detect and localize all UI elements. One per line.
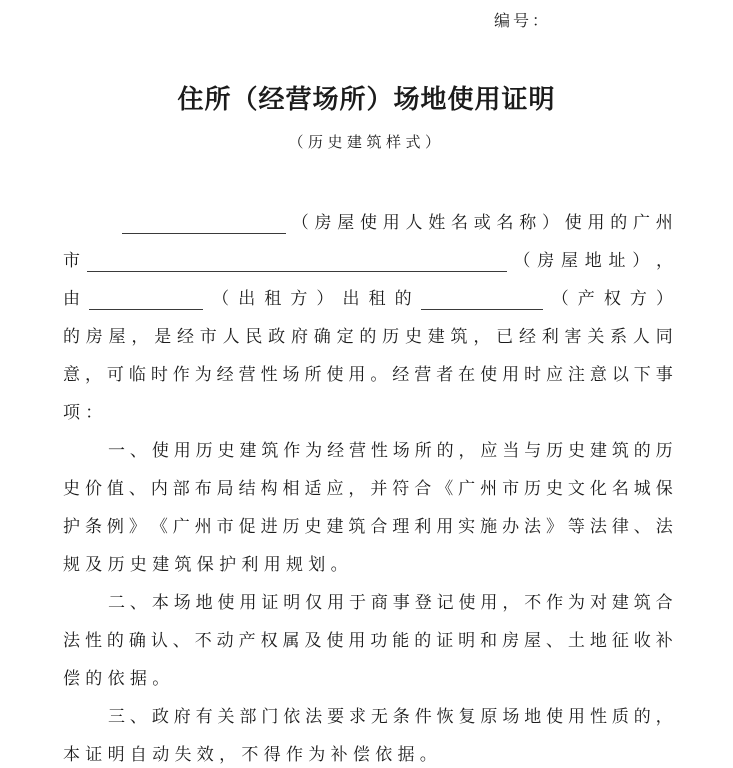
line-text: 偿的依据。: [63, 669, 175, 688]
house-address-blank[interactable]: [87, 242, 507, 272]
doc-body: [63, 204, 673, 768]
doc-line: [63, 394, 673, 432]
doc-line: 由 （ 出 租 方 ） 出 租 的 （ 产 权 方 ）: [63, 280, 673, 318]
doc-line: [63, 736, 673, 768]
doc-line: [63, 546, 673, 584]
line-text: 项：: [63, 403, 108, 422]
doc-line: 护 条 例 》 《 广 州 市 促 进 历 史 建 筑 合 理 利 用 实 施 办 法 》 等 法 律 、 法: [63, 517, 673, 536]
doc-title: 住所（经营场所）场地使用证明: [177, 85, 556, 114]
doc-line: 二 、 本 场 地 使 用 证 明 仅 用 于 商 事 登 记 使 用 ， 不 作 为 对 建 筑 合: [108, 593, 673, 612]
doc-line: 市 （ 房 屋 地 址 ） ，: [63, 242, 673, 280]
doc-line: 法 性 的 确 认 、 不 动 产 权 属 及 使 用 功 能 的 证 明 和 房 屋 、 土 地 征 收 补: [63, 631, 673, 650]
doc-line: 意 ， 可 临 时 作 为 经 营 性 场 所 使 用 。 经 营 者 在 使 用 时 应 注 意 以 下 事: [63, 365, 673, 384]
doc-line: （ 房 屋 使 用 人 姓 名 或 名 称 ） 使 用 的 广 州: [63, 204, 673, 242]
doc-subtitle: （历史建筑样式）: [288, 135, 445, 151]
user-name-blank[interactable]: [122, 204, 286, 234]
doc-line: 史 价 值 、 内 部 布 局 结 构 相 适 应 ， 并 符 合 《 广 州 市 历 史 文 化 名 城 保: [63, 479, 673, 498]
doc-line: 的 房 屋 ， 是 经 市 人 民 政 府 确 定 的 历 史 建 筑 ， 已 经 利 害 关 系 人 同: [63, 327, 673, 346]
lessor-blank[interactable]: [89, 280, 203, 310]
doc-line: [63, 660, 673, 698]
doc-line: 三 、 政 府 有 关 部 门 依 法 要 求 无 条 件 恢 复 原 场 地 使 用 性 质 的 ，: [108, 707, 673, 726]
property-owner-blank[interactable]: [421, 280, 543, 310]
doc-number-label: 编号：: [494, 13, 552, 30]
line-text: 规及历史建筑保护利用规划。: [63, 555, 353, 574]
line-text: 本证明自动失效，不得作为补偿依据。: [63, 745, 443, 764]
doc-line: 一 、 使 用 历 史 建 筑 作 为 经 营 性 场 所 的 ， 应 当 与 历 史 建 筑 的 历: [108, 441, 673, 460]
